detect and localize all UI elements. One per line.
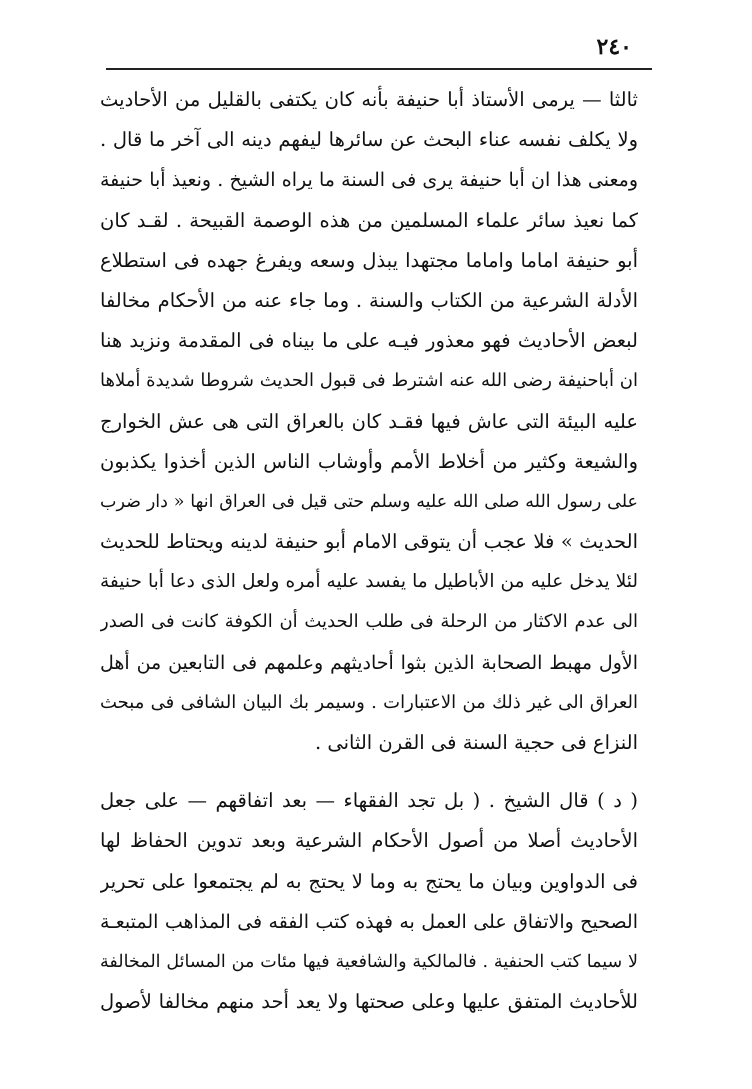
text-line: والشيعة وكثير من أخلاط الأمم وأوشاب الناس الذين أخذوا يكذبون bbox=[100, 449, 638, 473]
text-line: فى الدواوين وبيان ما يحتج به وما لا يحتج به لم يجتمعوا على تحرير bbox=[100, 869, 638, 893]
body-text bbox=[100, 80, 638, 1022]
text-line: كما نعيذ سائر علماء المسلمين من هذه الوصمة القبيحة . لقـد كان bbox=[100, 208, 638, 232]
text-line: ان أباحنيفة رضى الله عنه اشترط فى قبول الحديث شروطا شديدة أملاها bbox=[100, 370, 638, 392]
text-line: الصحيح والاتفاق على العمل به فهذه كتب الفقه فى المذاهب المتبعـة bbox=[100, 910, 638, 933]
text-line: الحديث » فلا عجب أن يتوقى الامام أبو حنيفة لدينه ويحتاط للحديث bbox=[100, 530, 638, 554]
text-line: لبعض الأحاديث فهو معذور فيـه على ما بيناه فى المقدمة ونزيد هنا bbox=[100, 329, 638, 353]
text-line: النزاع فى حجية السنة فى القرن الثانى . bbox=[314, 731, 638, 754]
text-line: ثالثا — يرمى الأستاذ أبا حنيفة بأنه كان يكتفى بالقليل من الأحاديث bbox=[100, 88, 638, 111]
paragraph-2 bbox=[100, 781, 638, 1022]
paragraph-1 bbox=[100, 80, 638, 763]
text-line: عليه البيئة التى عاش فيها فقـد كان بالعراق التى هى عش الخوارج bbox=[100, 409, 638, 433]
text-line: لا سيما كتب الحنفية . فالمالكية والشافعية فيها مئات من المسائل المخالفة bbox=[100, 951, 638, 972]
page-number: ٢٤٠ bbox=[596, 34, 632, 60]
text-line: الى عدم الاكثار من الرحلة فى طلب الحديث أن الكوفة كانت فى الصدر bbox=[100, 611, 638, 633]
text-line: الأدلة الشرعية من الكتاب والسنة . وما جاء عنه من الأحكام مخالفا bbox=[100, 288, 638, 312]
text-line: للأحاديث المتفق عليها وعلى صحتها ولا يعد أحد منهم مخالفا لأصول bbox=[100, 990, 638, 1014]
text-line: ولا يكلف نفسه عناء البحث عن سائرها ليفهم دينه الى آخر ما قال . bbox=[100, 128, 638, 152]
text-line: الأول مهبط الصحابة الذين بثوا أحاديثهم وعلمهم فى التابعين من أهل bbox=[100, 651, 638, 674]
text-line: لئلا يدخل عليه من الأباطيل ما يفسد عليه أمره ولعل الذى دعا أبا حنيفة bbox=[100, 571, 638, 593]
text-line: على رسول الله صلى الله عليه وسلم حتى قيل فى العراق انها « دار ضرب bbox=[100, 491, 638, 512]
text-line: الأحاديث أصلا من أصول الأحكام الشرعية وبعد تدوين الحفاظ لها bbox=[100, 829, 638, 853]
text-line: ( د ) قال الشيخ . ( بل تجد الفقهاء — بعد اتفاقهم — على جعل bbox=[100, 789, 638, 813]
text-line: العراق الى غير ذلك من الاعتبارات . وسيمر بك البيان الشافى فى مبحث bbox=[100, 691, 638, 713]
text-line: ومعنى هذا ان أبا حنيفة يرى فى السنة ما يراه الشيخ . ونعيذ أبا حنيفة bbox=[100, 169, 638, 192]
text-line: أبو حنيفة اماما واماما مجتهدا يبذل وسعه ويفرغ جهده فى استطلاع bbox=[100, 248, 638, 272]
header-rule bbox=[106, 68, 652, 70]
paragraph-gap bbox=[100, 763, 638, 781]
